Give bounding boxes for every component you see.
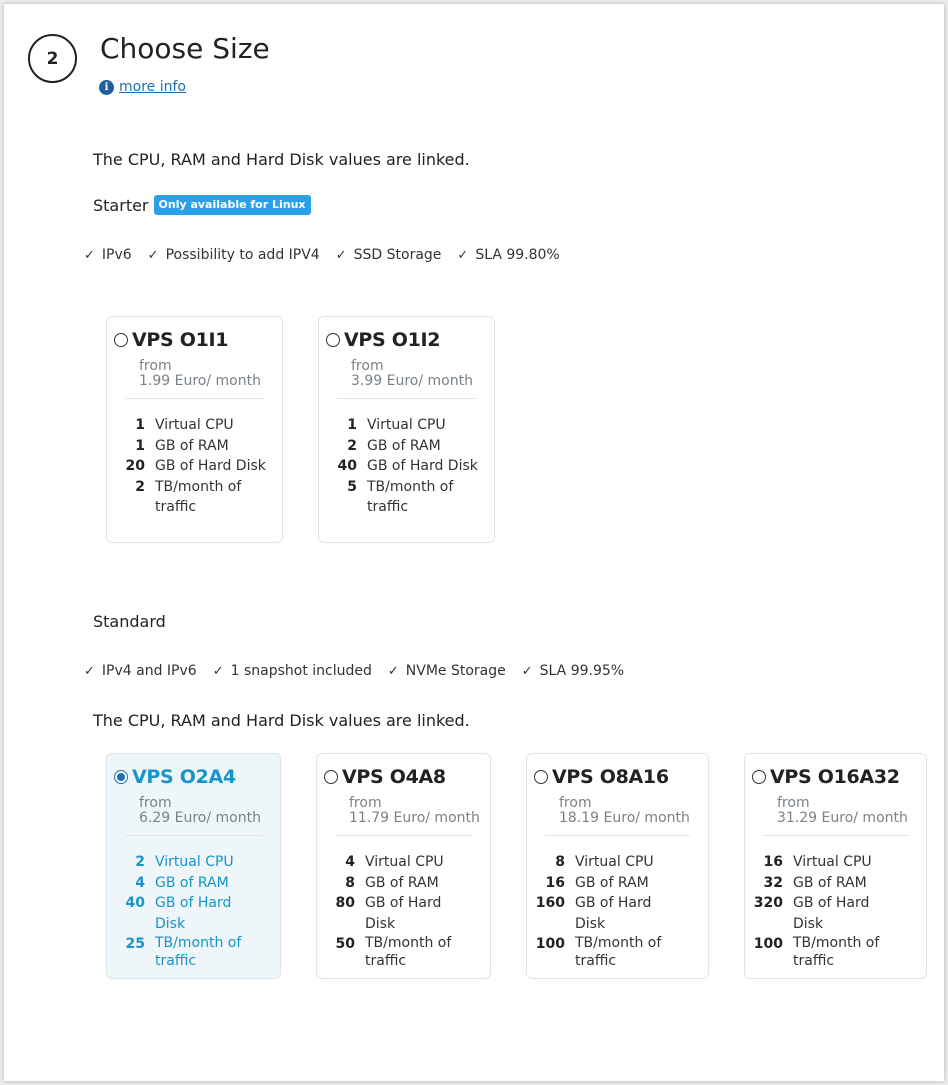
- plan-card-vps-o16a32[interactable]: [744, 753, 927, 979]
- spec-traffic: 25 TB/month of traffic: [125, 935, 242, 969]
- plan-name: VPS O8A16: [552, 766, 669, 788]
- price-from: from: [559, 795, 592, 811]
- step-number: 2: [28, 34, 77, 83]
- spec-disk: 40 GB of Hard Disk: [337, 458, 478, 474]
- check-icon: ✓: [147, 247, 159, 263]
- check-icon: ✓: [212, 663, 224, 679]
- plan-radio[interactable]: [752, 770, 766, 784]
- feature-item: ✓ SSD Storage: [335, 247, 442, 263]
- plan-radio[interactable]: [326, 333, 340, 347]
- plan-card-vps-o1i2[interactable]: [318, 316, 495, 543]
- check-icon: ✓: [521, 663, 533, 679]
- check-icon: ✓: [84, 247, 95, 263]
- spec-traffic: 50 TB/month of traffic: [335, 935, 452, 969]
- plan-name: VPS O16A32: [770, 766, 900, 788]
- feature-item: ✓ SLA 99.95%: [521, 663, 625, 679]
- standard-features: [84, 663, 624, 679]
- feature-item: ✓ Possibility to add IPV4: [147, 247, 320, 263]
- spec-cpu: 8 Virtual CPU: [555, 854, 654, 870]
- linked-values-note: The CPU, RAM and Hard Disk values are linked.: [93, 150, 470, 169]
- more-info[interactable]: [99, 79, 186, 95]
- check-icon: ✓: [84, 663, 95, 679]
- plan-radio[interactable]: [534, 770, 548, 784]
- feature-item: ✓ IPv6: [84, 247, 132, 263]
- page-title: Choose Size: [100, 32, 270, 65]
- plan-name: VPS O1I2: [344, 329, 441, 351]
- starter-heading: [93, 195, 311, 215]
- info-icon: i: [99, 80, 114, 95]
- spec-disk: 320 GB of Hard Disk: [753, 895, 870, 932]
- price-value: 31.29 Euro/ month: [777, 810, 908, 826]
- plan-name: VPS O4A8: [342, 766, 446, 788]
- spec-ram: 32 GB of RAM: [763, 874, 867, 891]
- price-value: 11.79 Euro/ month: [349, 810, 480, 826]
- spec-traffic: 2 TB/month of traffic: [135, 478, 242, 515]
- plan-name: VPS O2A4: [132, 766, 236, 788]
- spec-ram: 8 GB of RAM: [345, 874, 439, 891]
- price-from: from: [139, 358, 172, 374]
- spec-ram: 1 GB of RAM: [135, 437, 229, 454]
- price-value: 1.99 Euro/ month: [139, 373, 261, 389]
- check-icon: ✓: [335, 247, 347, 263]
- spec-cpu: 1 Virtual CPU: [347, 417, 446, 433]
- spec-cpu: 16 Virtual CPU: [763, 854, 872, 870]
- plan-radio[interactable]: [324, 770, 338, 784]
- standard-title: Standard: [93, 612, 166, 631]
- size-step-panel: [4, 4, 944, 1081]
- spec-traffic: 100 TB/month of traffic: [535, 935, 662, 969]
- feature-item: ✓ SLA 99.80%: [457, 247, 560, 263]
- spec-traffic: 5 TB/month of traffic: [347, 478, 454, 515]
- price-from: from: [139, 795, 172, 811]
- plan-name: VPS O1I1: [132, 329, 229, 351]
- spec-cpu: 1 Virtual CPU: [135, 417, 234, 433]
- spec-cpu: 2 Virtual CPU: [135, 854, 234, 870]
- spec-disk: 40 GB of Hard Disk: [125, 895, 232, 932]
- linked-values-note: The CPU, RAM and Hard Disk values are linked.: [93, 711, 470, 730]
- spec-ram: 4 GB of RAM: [135, 874, 229, 891]
- spec-disk: 80 GB of Hard Disk: [335, 895, 442, 932]
- linux-only-badge: Only available for Linux: [154, 195, 311, 215]
- price-from: from: [777, 795, 810, 811]
- spec-ram: 2 GB of RAM: [347, 437, 441, 454]
- feature-item: ✓ 1 snapshot included: [212, 663, 372, 679]
- price-value: 6.29 Euro/ month: [139, 810, 261, 826]
- starter-features: [84, 247, 560, 263]
- feature-item: ✓ IPv4 and IPv6: [84, 663, 197, 679]
- plan-card-vps-o1i1[interactable]: [106, 316, 283, 543]
- standard-heading: [93, 612, 166, 631]
- price-value: 3.99 Euro/ month: [351, 373, 473, 389]
- more-info-link[interactable]: more info: [119, 79, 186, 95]
- price-value: 18.19 Euro/ month: [559, 810, 690, 826]
- spec-disk: 160 GB of Hard Disk: [535, 895, 652, 932]
- plan-card-vps-o4a8[interactable]: [316, 753, 491, 979]
- check-icon: ✓: [387, 663, 399, 679]
- plan-card-vps-o2a4[interactable]: [106, 753, 281, 979]
- price-from: from: [349, 795, 382, 811]
- price-from: from: [351, 358, 384, 374]
- plan-card-vps-o8a16[interactable]: [526, 753, 709, 979]
- spec-disk: 20 GB of Hard Disk: [125, 458, 266, 474]
- spec-cpu: 4 Virtual CPU: [345, 854, 444, 870]
- plan-radio-selected[interactable]: [114, 770, 128, 784]
- plan-radio[interactable]: [114, 333, 128, 347]
- feature-item: ✓ NVMe Storage: [387, 663, 506, 679]
- starter-title: Starter: [93, 195, 149, 215]
- spec-traffic: 100 TB/month of traffic: [753, 935, 880, 969]
- spec-ram: 16 GB of RAM: [545, 874, 649, 891]
- check-icon: ✓: [457, 247, 469, 263]
